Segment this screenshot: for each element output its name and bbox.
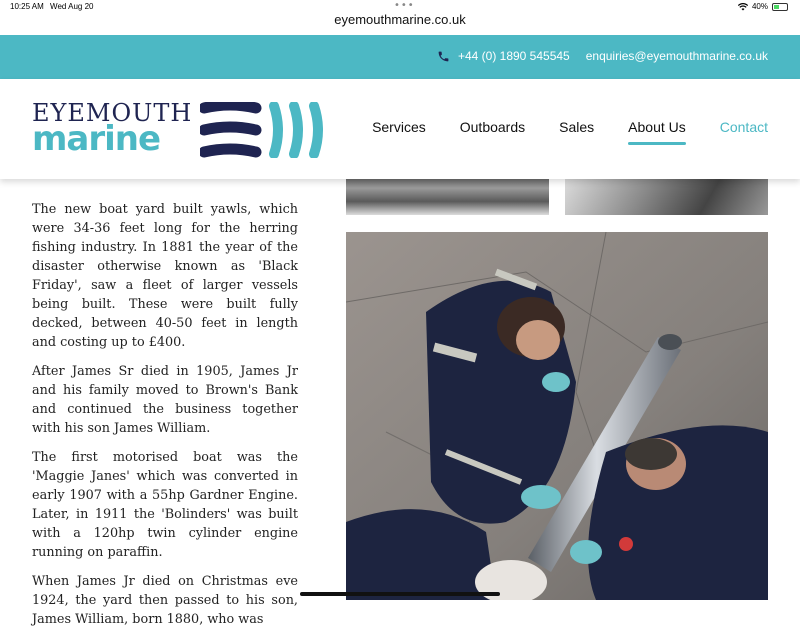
logo-word-marine: marine: [32, 119, 161, 159]
main-nav: [372, 119, 768, 141]
date: Wed Aug 20: [50, 2, 94, 11]
article-paragraph-4: When James Jr died on Christmas eve 1924, the yard then passed to his son, James William, born 1880, who was: [32, 574, 298, 627]
battery-icon: [772, 3, 788, 11]
battery-percent: 40%: [751, 2, 768, 11]
top-contact-bar: [0, 35, 800, 79]
wifi-icon: [738, 3, 748, 11]
article-paragraph-3: The first motorised boat was the 'Maggie Janes' which was converted in early 1907 with a 55hp Gardner Engine. Later, in 1911 the 'Bolinders' was built with a 120hp twin cylinder engine running on paraffin.: [32, 450, 298, 560]
article-text: [32, 200, 298, 639]
status-bar: [0, 0, 800, 34]
phone-number: +44 (0) 1890 545545: [457, 49, 570, 63]
site-logo[interactable]: [32, 99, 332, 159]
status-time: [10, 2, 94, 11]
email-link[interactable]: enquiries@eyemouthmarine.co.uk: [585, 49, 768, 63]
logo-waves-icon: [200, 102, 326, 158]
nav-services[interactable]: Services: [372, 119, 426, 135]
clock: 10:25 AM: [10, 2, 44, 11]
nav-sales[interactable]: Sales: [559, 119, 595, 135]
article-paragraph-1: The new boat yard built yawls, which were 34-36 feet long for the herring fishing industry. In 1881 the year of the disaster otherwise known as 'Black Friday', saw a fleet of larger vessels being built. These were built fully decked, between 40-50 feet in length and costing up to £400.: [32, 202, 298, 350]
phone-icon: [437, 50, 450, 63]
status-right: [738, 2, 788, 11]
url-bar[interactable]: eyemouthmarine.co.uk: [334, 12, 466, 27]
nav-about-us[interactable]: About Us: [628, 119, 686, 141]
workshop-photo[interactable]: [346, 232, 768, 600]
home-indicator[interactable]: [300, 592, 500, 596]
article-paragraph-2: After James Sr died in 1905, James Jr and his family moved to Brown's Bank and continued the business together with his son James William.: [32, 364, 298, 436]
browser-menu-dots[interactable]: •••: [394, 0, 415, 11]
phone-link[interactable]: [437, 49, 570, 63]
workers-photo-image: [346, 232, 768, 600]
nav-outboards[interactable]: Outboards: [459, 119, 526, 135]
logo-word-eyemouth: EYEMOUTH: [32, 99, 193, 127]
nav-contact[interactable]: Contact: [719, 119, 768, 135]
site-header: [0, 79, 800, 179]
top-contact: [437, 49, 768, 63]
